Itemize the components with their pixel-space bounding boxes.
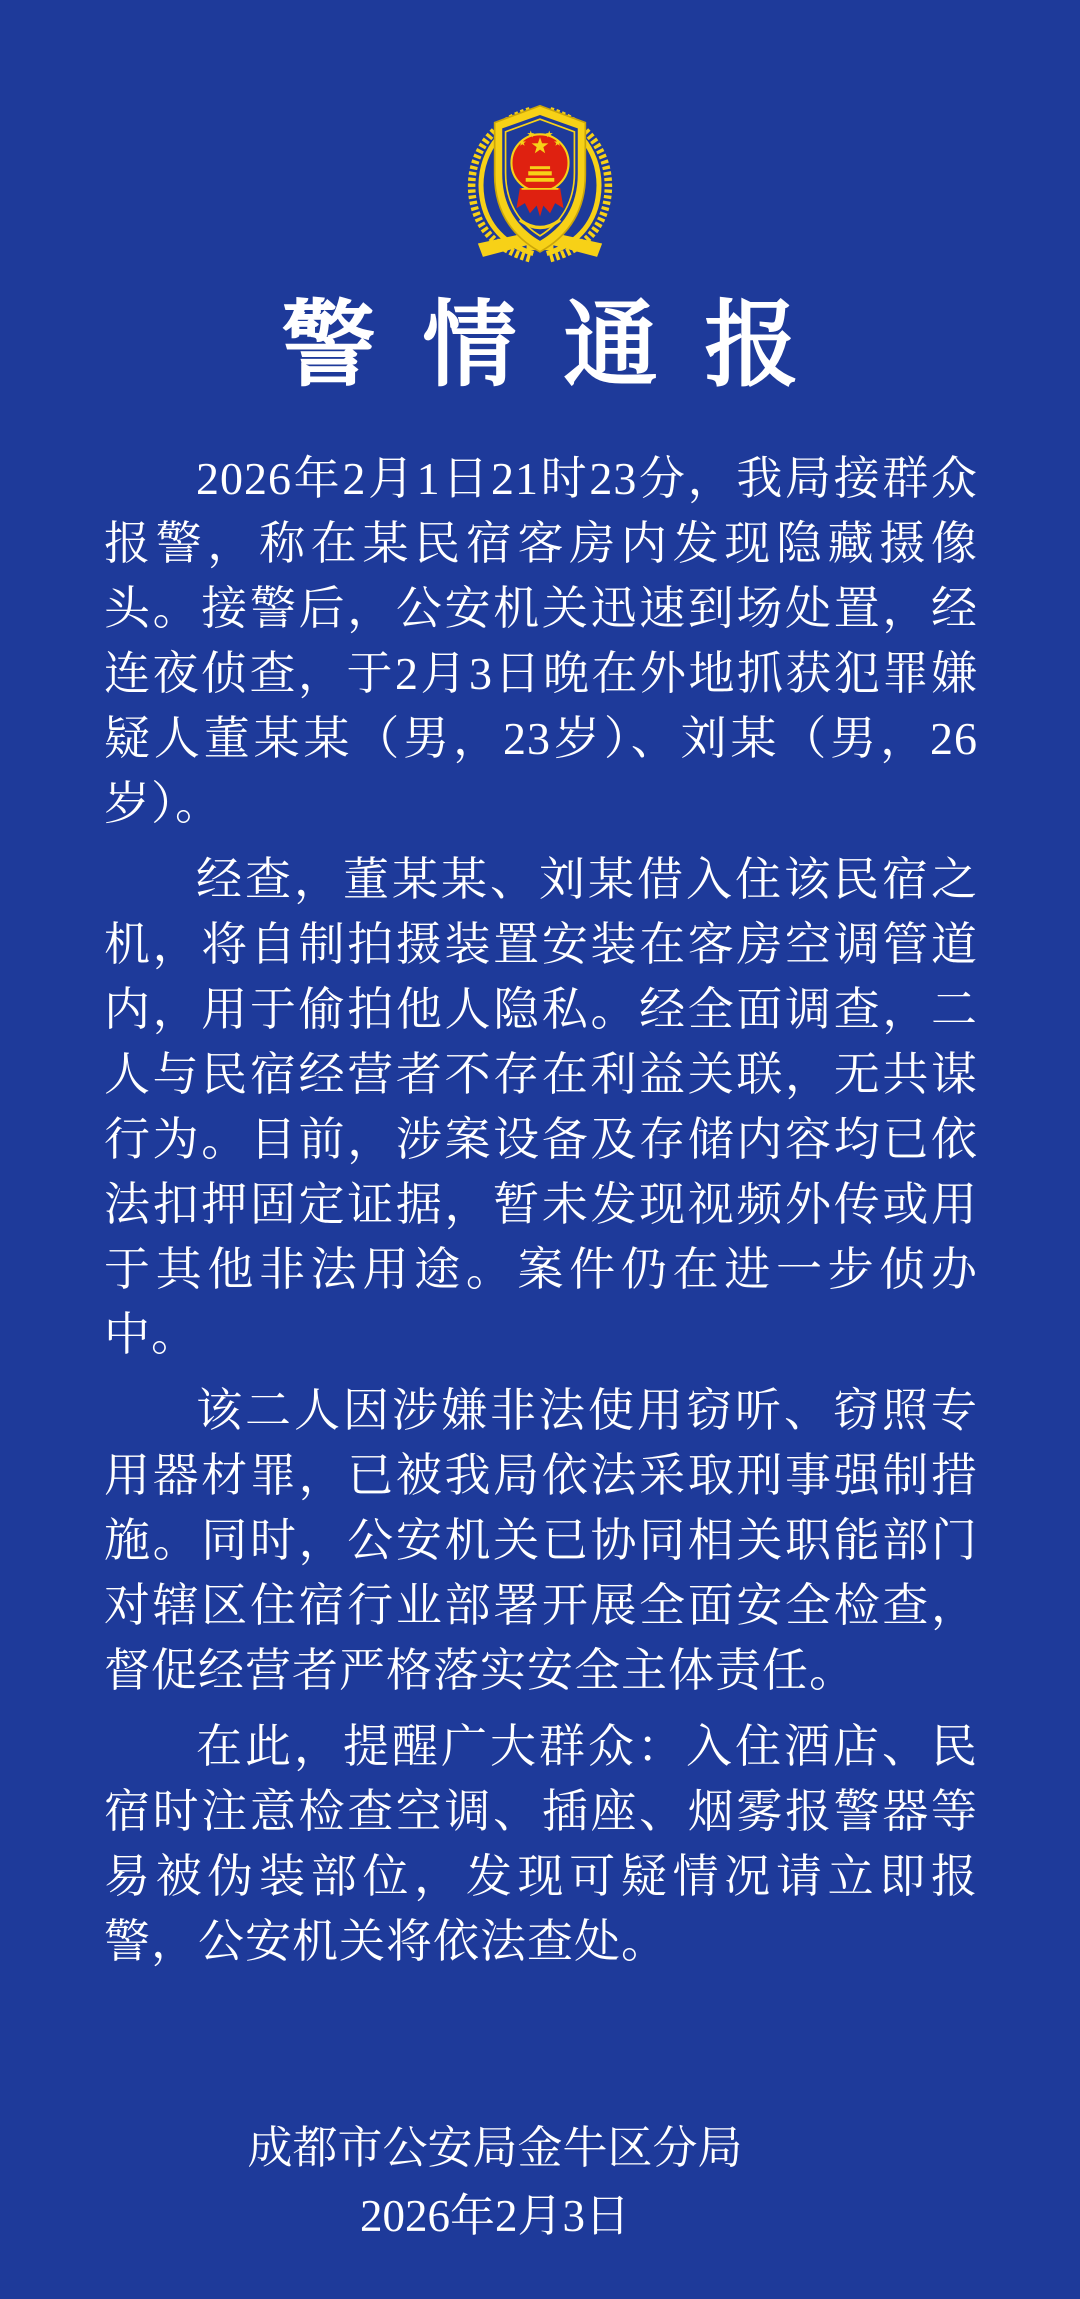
issue-date: 2026年2月3日 xyxy=(359,2191,630,2241)
police-badge-icon xyxy=(456,94,624,272)
emblem-container xyxy=(0,0,1080,272)
notice-paragraph-4: 在此，提醒广大群众：入住酒店、民宿时注意检查空调、插座、烟雾报警器等易被伪装部位，发现可疑情况请立即报警，公安机关将依法查处。 xyxy=(104,1721,978,1967)
notice-title: 警情通报 xyxy=(281,294,846,398)
notice-paragraph-3: 该二人因涉嫌非法使用窃听、窃照专用器材罪，已被我局依法采取刑事强制措施。同时，公安机关已协同相关职能部门对辖区住宿行业部署开展全面安全检查，督促经营者严格落实安全主体责任。 xyxy=(104,1385,978,1696)
notice-paragraph-2: 经查，董某某、刘某借入住该民宿之机，将自制拍摄装置安装在客房空调管道内，用于偷拍他人隐私。经全面调查，二人与民宿经营者不存在利益关联，无共谋行为。目前，涉案设备及存储内容均已依法扣押固定证据，暂未发现视频外传或用于其他非法用途。案件仍在进一步侦办中。 xyxy=(104,854,978,1360)
signature-block xyxy=(0,2122,1035,2242)
issuing-agency: 成都市公安局金牛区分局 xyxy=(247,2123,743,2173)
notice-paragraph-1: 2026年2月1日21时23分，我局接群众报警，称在某民宿客房内发现隐藏摄像头。接警后，公安机关迅速到场处置，经连夜侦查，于2月3日晚在外地抓获犯罪嫌疑人董某某（男，23岁）、刘某（男，26岁）。 xyxy=(104,453,978,829)
notice-body xyxy=(0,446,1080,1974)
